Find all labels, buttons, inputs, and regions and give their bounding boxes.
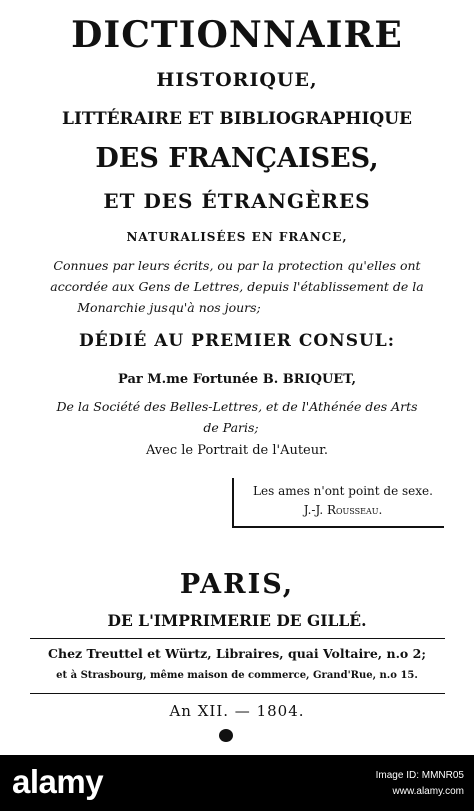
epigraph-author: J.-J. Rousseau. bbox=[303, 503, 383, 517]
image-id: Image ID: MMNR05 bbox=[375, 770, 464, 781]
society-line-2: de Paris; bbox=[203, 420, 259, 435]
city: PARIS, bbox=[179, 569, 295, 600]
description-line-1: Connues par leurs écrits, ou par la protection qu'elles ont bbox=[53, 258, 421, 273]
seller-line-2: et à Strasbourg, même maison de commerce, Grand'Rue, n.o 15. bbox=[56, 670, 418, 681]
portrait-line: Avec le Portrait de l'Auteur. bbox=[145, 443, 329, 458]
ink-blot bbox=[219, 729, 233, 742]
rule-bottom bbox=[30, 693, 445, 694]
author-line: Par M.me Fortunée B. BRIQUET, bbox=[118, 372, 356, 387]
printer: DE L'IMPRIMERIE DE GILLÉ. bbox=[107, 611, 367, 630]
society-line-1: De la Société des Belles-Lettres, et de l'Athénée des Arts bbox=[56, 399, 418, 414]
alamy-logo: alamy bbox=[12, 763, 104, 800]
description-line-3: Monarchie jusqu'à nos jours; bbox=[77, 300, 261, 315]
dedication: DÉDIÉ AU PREMIER CONSUL: bbox=[78, 331, 396, 351]
seller-line-1: Chez Treuttel et Würtz, Libraires, quai Voltaire, n.o 2; bbox=[48, 646, 426, 661]
epigraph-text: Les ames n'ont point de sexe. bbox=[253, 484, 433, 498]
description-line-2: accordée aux Gens de Lettres, depuis l'établissement de la bbox=[50, 279, 424, 294]
title-line-historique: HISTORIQUE, bbox=[156, 69, 318, 91]
title-line-etrangeres: ET DES ÉTRANGÈRES bbox=[103, 189, 371, 213]
title-line-litteraire: LITTÉRAIRE ET BIBLIOGRAPHIQUE bbox=[62, 109, 412, 129]
title-line-francaises: DES FRANÇAISES, bbox=[95, 143, 379, 174]
epigraph-box bbox=[232, 478, 444, 528]
rule-top bbox=[30, 638, 445, 639]
publication-date: An XII. — 1804. bbox=[169, 702, 305, 720]
title-line-naturalisees: NATURALISÉES EN FRANCE, bbox=[126, 230, 348, 244]
site-url: www.alamy.com bbox=[392, 786, 464, 797]
title-main: DICTIONNAIRE bbox=[71, 14, 403, 56]
